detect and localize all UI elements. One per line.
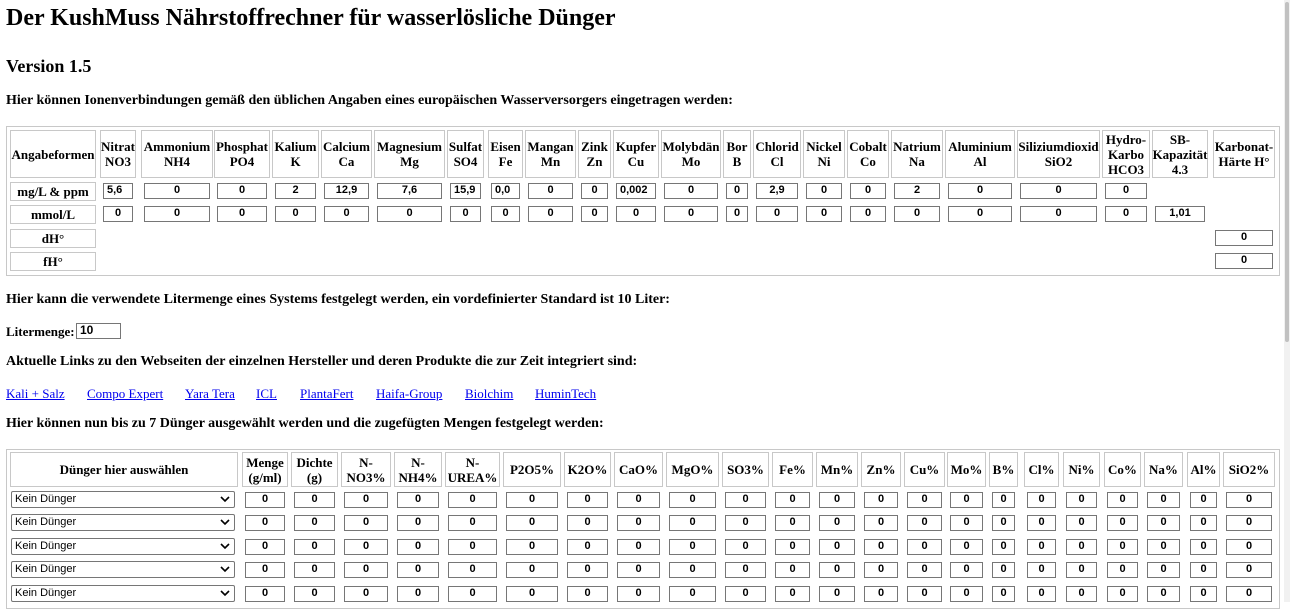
column-header-nitrat: Nitrat NO3	[100, 130, 136, 178]
water-value-input[interactable]: 1,01	[1155, 206, 1205, 222]
column-header-fe: Fe%	[772, 452, 813, 487]
column-header-k2o: K2O%	[564, 452, 611, 487]
water-value-input[interactable]: 0	[1020, 183, 1097, 199]
water-value-input[interactable]: 0	[726, 206, 748, 222]
water-value-input[interactable]: 0	[144, 206, 210, 222]
water-value-input[interactable]: 0	[806, 206, 842, 222]
column-header-natrium: Natrium Na	[891, 130, 943, 178]
water-value-input[interactable]: 5,6	[103, 183, 133, 199]
fertilizer-value-input[interactable]: 0	[344, 562, 388, 578]
fertilizer-value-input[interactable]: 0	[344, 539, 388, 555]
fertilizer-value-input[interactable]: 0	[617, 492, 660, 508]
water-value-input[interactable]: 2	[275, 183, 316, 199]
column-header-so3: SO3%	[722, 452, 769, 487]
fertilizer-value-input[interactable]: 0	[950, 539, 983, 555]
fertilizer-value-input[interactable]: 0	[775, 515, 810, 531]
fertilizer-value-input[interactable]: 0	[344, 492, 388, 508]
column-header-cl: Cl%	[1024, 452, 1059, 487]
fertilizer-value-input[interactable]: 0	[506, 539, 558, 555]
water-value-input[interactable]: 0	[217, 206, 267, 222]
column-header-cu: Cu%	[904, 452, 945, 487]
column-header-eisen: Eisen Fe	[488, 130, 523, 178]
fertilizer-value-input[interactable]: 0	[245, 539, 285, 555]
column-header-mn: Mn%	[816, 452, 858, 487]
column-header-ammonium: Ammonium NH4	[141, 130, 213, 178]
water-value-input[interactable]: 0,002	[616, 183, 656, 199]
fertilizer-value-input[interactable]: 0	[294, 562, 335, 578]
fertilizer-value-input[interactable]: 0	[907, 515, 942, 531]
water-value-input[interactable]: 0	[581, 183, 608, 199]
liter-input[interactable]: 10	[76, 323, 121, 339]
fertilizer-value-input[interactable]: 0	[992, 586, 1015, 602]
fertilizer-value-input[interactable]: 0	[1027, 515, 1056, 531]
column-header-mangan: Mangan Mn	[525, 130, 576, 178]
links-text: Aktuelle Links zu den Webseiten der einzelnen Hersteller und deren Produkte die zur Zeit integriert sind:	[6, 354, 638, 369]
fertilizer-value-input[interactable]: 0	[1190, 515, 1217, 531]
fertilizer-value-input[interactable]: 0	[448, 492, 497, 508]
column-header-nno3: N- NO3%	[341, 452, 391, 487]
fertilizer-select[interactable]	[11, 538, 235, 555]
fertilizer-value-input[interactable]: 0	[1107, 586, 1138, 602]
water-value-input[interactable]: 0	[948, 183, 1012, 199]
fertilizer-value-input[interactable]: 0	[1147, 539, 1180, 555]
fertilizer-value-input[interactable]: 0	[448, 586, 497, 602]
column-header-na: Na%	[1144, 452, 1183, 487]
fertilizer-value-input[interactable]: 0	[567, 539, 608, 555]
fertilizer-value-input[interactable]: 0	[1190, 539, 1217, 555]
fertilizer-value-input[interactable]: 0	[992, 515, 1015, 531]
fertilizer-value-input[interactable]: 0	[245, 492, 285, 508]
column-header-angabeformen: Angabeformen	[10, 130, 96, 178]
water-value-input[interactable]: 0	[324, 206, 369, 222]
fertilizer-value-input[interactable]: 0	[669, 586, 716, 602]
fertilizer-value-input[interactable]: 0	[992, 539, 1015, 555]
link-yara-tera[interactable]: Yara Tera	[185, 386, 235, 401]
fertilizer-value-input[interactable]: 0	[950, 562, 983, 578]
fertilizer-value-input[interactable]: 0	[669, 492, 716, 508]
chevron-down-icon	[219, 493, 231, 505]
fertilizer-value-input[interactable]: 0	[819, 515, 855, 531]
water-value-input[interactable]: 0	[528, 206, 573, 222]
column-header-calcium: Calcium Ca	[321, 130, 372, 178]
column-header-sb: SB- Kapazität 4.3	[1152, 131, 1208, 177]
fertilizer-value-input[interactable]: 0	[1027, 492, 1056, 508]
fertilizer-select-value: Kein Dünger	[15, 540, 77, 552]
fertilizer-value-input[interactable]: 0	[1147, 515, 1180, 531]
fertilizer-select-value: Kein Dünger	[15, 493, 77, 505]
column-header-sio2: SiO2%	[1223, 452, 1275, 487]
liter-text: Hier kann die verwendete Litermenge eines Systems festgelegt werden, ein vordefinierter Standard ist 10 Liter:	[6, 292, 670, 307]
fertilizer-value-input[interactable]: 0	[617, 586, 660, 602]
link-humintech[interactable]: HuminTech	[535, 386, 597, 401]
column-header-nurea: N- UREA%	[445, 452, 500, 487]
column-header-cobalt: Cobalt Co	[847, 130, 889, 178]
fertilizer-value-input[interactable]: 0	[907, 586, 942, 602]
water-value-input[interactable]: 0	[1020, 206, 1097, 222]
fertilizer-value-input[interactable]: 0	[725, 562, 766, 578]
column-header-mgo: MgO%	[666, 452, 719, 487]
fertilizer-value-input[interactable]: 0	[725, 492, 766, 508]
fertilizer-value-input[interactable]: 0	[1107, 562, 1138, 578]
fertilizer-value-input[interactable]: 0	[1066, 539, 1097, 555]
page-title: Der KushMuss Nährstoffrechner für wasserlösliche Dünger	[6, 5, 616, 31]
column-header-aluminium: Aluminium Al	[945, 130, 1015, 178]
water-value-input[interactable]: 0	[1105, 183, 1147, 199]
water-value-input[interactable]: 7,6	[377, 183, 442, 199]
water-value-input[interactable]: 0	[664, 206, 718, 222]
fertilizer-value-input[interactable]: 0	[245, 562, 285, 578]
water-value-input[interactable]: 0	[217, 183, 267, 199]
fertilizer-value-input[interactable]: 0	[617, 562, 660, 578]
water-value-input[interactable]: 0	[948, 206, 1012, 222]
fertilizer-value-input[interactable]: 0	[819, 562, 855, 578]
fertilizer-value-input[interactable]: 0	[1027, 586, 1056, 602]
fertilizer-value-input[interactable]: 0	[819, 492, 855, 508]
fertilizer-value-input[interactable]: 0	[1107, 539, 1138, 555]
fertilizer-value-input[interactable]: 0	[1226, 492, 1272, 508]
column-header-siliziumdioxid: Siliziumdioxid SiO2	[1017, 130, 1100, 178]
fertilizer-value-input[interactable]: 0	[567, 492, 608, 508]
fertilizer-value-input[interactable]: 0	[819, 586, 855, 602]
column-header-ni: Ni%	[1063, 452, 1100, 487]
fertilizer-value-input[interactable]: 0	[1226, 562, 1272, 578]
water-value-input[interactable]: 0,0	[491, 183, 520, 199]
page-scrollbar[interactable]	[1284, 0, 1290, 602]
fertilizer-value-input[interactable]: 0	[1226, 586, 1272, 602]
fertilizer-value-input[interactable]: 0	[669, 562, 716, 578]
fertilizer-value-input[interactable]: 0	[567, 586, 608, 602]
fertilizer-value-input[interactable]: 0	[992, 562, 1015, 578]
fertilizer-value-input[interactable]: 0	[344, 586, 388, 602]
column-header-zn: Zn%	[861, 452, 901, 487]
water-value-input[interactable]: 0	[1105, 206, 1147, 222]
fertilizer-value-input[interactable]: 0	[294, 539, 335, 555]
fertilizer-value-input[interactable]: 0	[1066, 492, 1097, 508]
fertilizer-select[interactable]	[11, 561, 235, 578]
row-label-mmol: mmol/L	[10, 205, 96, 224]
column-header-phosphat: Phosphat PO4	[214, 130, 270, 178]
fertilizer-select[interactable]	[11, 514, 235, 531]
water-value-input[interactable]: 0	[894, 206, 940, 222]
fertilizer-value-input[interactable]: 0	[1027, 539, 1056, 555]
column-header-sulfat: Sulfat SO4	[447, 130, 484, 178]
fertilizer-value-input[interactable]: 0	[567, 562, 608, 578]
column-header-co: Co%	[1104, 452, 1141, 487]
water-value-input[interactable]: 0	[275, 206, 316, 222]
fertilizer-value-input[interactable]: 0	[864, 539, 898, 555]
column-header-duenger-auswahl: Dünger hier auswählen	[10, 452, 238, 487]
water-value-input[interactable]: 0	[528, 183, 573, 199]
fertilizer-value-input[interactable]: 0	[1066, 562, 1097, 578]
fertilizer-value-input[interactable]: 0	[1027, 562, 1056, 578]
column-header-molybdän: Molybdän Mo	[661, 130, 721, 178]
fertilizer-value-input[interactable]: 0	[725, 586, 766, 602]
row-label-dh: dH°	[10, 229, 96, 248]
fertilizer-value-input[interactable]: 0	[725, 539, 766, 555]
fertilizer-value-input[interactable]: 0	[907, 562, 942, 578]
link-plantafert[interactable]: PlantaFert	[300, 386, 354, 401]
fertilizer-value-input[interactable]: 0	[245, 515, 285, 531]
fertilizer-value-input[interactable]: 0	[617, 539, 660, 555]
link-icl[interactable]: ICL	[256, 386, 277, 401]
chevron-down-icon	[219, 516, 231, 528]
fertilizer-value-input[interactable]: 0	[992, 492, 1015, 508]
fertilizer-value-input[interactable]: 0	[864, 492, 898, 508]
column-header-b: B%	[989, 452, 1018, 487]
fertilizer-value-input[interactable]: 0	[617, 515, 660, 531]
fertilizer-value-input[interactable]: 0	[1190, 562, 1217, 578]
fertilizer-value-input[interactable]: 0	[1066, 515, 1097, 531]
fertilizer-value-input[interactable]: 0	[864, 562, 898, 578]
fertilizer-value-input[interactable]: 0	[397, 539, 439, 555]
fertilizer-value-input[interactable]: 0	[775, 539, 810, 555]
fertilizer-value-input[interactable]: 0	[1147, 492, 1180, 508]
column-header-p2o5: P2O5%	[503, 452, 561, 487]
fertilizer-value-input[interactable]: 0	[1190, 492, 1217, 508]
fertilizer-select[interactable]	[11, 491, 235, 508]
fertilizer-select-value: Kein Dünger	[15, 587, 77, 599]
fertilizer-value-input[interactable]: 0	[506, 586, 558, 602]
link-compo-expert[interactable]: Compo Expert	[87, 386, 164, 401]
link-biolchim[interactable]: Biolchim	[465, 386, 514, 401]
water-value-input[interactable]: 12,9	[324, 183, 369, 199]
fertilizer-value-input[interactable]: 0	[397, 515, 439, 531]
water-value-input[interactable]: 0	[726, 183, 748, 199]
fertilizer-value-input[interactable]: 0	[819, 539, 855, 555]
fertilizer-value-input[interactable]: 0	[1226, 515, 1272, 531]
version-heading: Version 1.5	[6, 56, 92, 76]
fertilizer-value-input[interactable]: 0	[907, 539, 942, 555]
fertilizer-value-input[interactable]: 0	[669, 539, 716, 555]
fertilizer-value-input[interactable]: 0	[907, 492, 942, 508]
fertilizer-value-input[interactable]: 0	[775, 586, 810, 602]
fh-output: 0	[1215, 253, 1273, 269]
fertilizer-value-input[interactable]: 0	[950, 492, 983, 508]
water-value-input[interactable]: 0	[616, 206, 656, 222]
fertilizer-value-input[interactable]: 0	[1190, 586, 1217, 602]
fertilizer-value-input[interactable]: 0	[506, 562, 558, 578]
fertilizer-value-input[interactable]: 0	[864, 586, 898, 602]
fertilizer-value-input[interactable]: 0	[1107, 515, 1138, 531]
fertilizer-value-input[interactable]: 0	[397, 492, 439, 508]
link-haifa-group[interactable]: Haifa-Group	[376, 386, 443, 401]
column-header-nickel: Nickel Ni	[803, 130, 845, 178]
water-value-input[interactable]: 0	[581, 206, 608, 222]
fertilizer-value-input[interactable]: 0	[1066, 586, 1097, 602]
column-header-dichteg: Dichte (g)	[291, 452, 338, 487]
water-value-input[interactable]: 0	[491, 206, 520, 222]
water-value-input[interactable]: 0	[850, 183, 886, 199]
fertilizer-value-input[interactable]: 0	[397, 586, 439, 602]
chevron-down-icon	[219, 563, 231, 575]
fertilizer-value-input[interactable]: 0	[1107, 492, 1138, 508]
fertilizer-value-input[interactable]: 0	[245, 586, 285, 602]
water-value-input[interactable]: 15,9	[450, 183, 481, 199]
chevron-down-icon	[219, 540, 231, 552]
link-kali-salz[interactable]: Kali + Salz	[6, 386, 65, 401]
fertilizer-value-input[interactable]: 0	[397, 562, 439, 578]
fertilizer-value-input[interactable]: 0	[725, 515, 766, 531]
fertilizer-select-value: Kein Dünger	[15, 563, 77, 575]
water-value-input[interactable]: 0	[377, 206, 442, 222]
row-label-mg-ppm: mg/L & ppm	[10, 182, 96, 201]
fertilizer-value-input[interactable]: 0	[506, 492, 558, 508]
fertilizer-value-input[interactable]: 0	[1226, 539, 1272, 555]
intro-ions-text: Hier können Ionenverbindungen gemäß den üblichen Angaben eines europäischen Wasserversorgers eingetragen werden:	[6, 93, 733, 108]
column-header-kupfer: Kupfer Cu	[613, 130, 659, 178]
column-header-magnesium: Magnesium Mg	[374, 130, 445, 178]
fertilizer-value-input[interactable]: 0	[669, 515, 716, 531]
fertilizer-text: Hier können nun bis zu 7 Dünger ausgewählt werden und die zugefügten Mengen festgelegt werden:	[6, 416, 604, 431]
dh-output: 0	[1215, 230, 1273, 246]
fertilizer-value-input[interactable]: 0	[1147, 562, 1180, 578]
liter-label: Litermenge:	[6, 324, 75, 339]
fertilizer-value-input[interactable]: 0	[950, 515, 983, 531]
water-value-input[interactable]: 0	[450, 206, 481, 222]
column-header-karbonat: Karbonat- Härte H°	[1213, 130, 1275, 178]
column-header-nnh4: N- NH4%	[394, 452, 442, 487]
fertilizer-value-input[interactable]: 0	[506, 515, 558, 531]
water-value-input[interactable]: 2	[894, 183, 940, 199]
fertilizer-value-input[interactable]: 0	[775, 562, 810, 578]
fertilizer-value-input[interactable]: 0	[448, 539, 497, 555]
fertilizer-select[interactable]	[11, 585, 235, 602]
column-header-zink: Zink Zn	[578, 130, 611, 178]
column-header-kalium: Kalium K	[272, 130, 319, 178]
water-value-input[interactable]: 0	[664, 183, 718, 199]
fertilizer-value-input[interactable]: 0	[294, 492, 335, 508]
row-label-fh: fH°	[10, 252, 96, 271]
chevron-down-icon	[219, 587, 231, 599]
fertilizer-value-input[interactable]: 0	[294, 515, 335, 531]
fertilizer-value-input[interactable]: 0	[775, 492, 810, 508]
column-header-mo: Mo%	[947, 452, 986, 487]
column-header-chlorid: Chlorid Cl	[753, 130, 801, 178]
fertilizer-value-input[interactable]: 0	[448, 515, 497, 531]
water-value-input[interactable]: 0	[144, 183, 210, 199]
fertilizer-value-input[interactable]: 0	[448, 562, 497, 578]
fertilizer-select-value: Kein Dünger	[15, 516, 77, 528]
fertilizer-value-input[interactable]: 0	[864, 515, 898, 531]
column-header-hydro: Hydro- Karbo HCO3	[1102, 130, 1150, 178]
water-value-input[interactable]: 0	[806, 183, 842, 199]
scrollbar-thumb[interactable]	[1285, 2, 1289, 342]
fertilizer-value-input[interactable]: 0	[1147, 586, 1180, 602]
column-header-cao: CaO%	[614, 452, 663, 487]
water-value-input[interactable]: 0	[756, 206, 798, 222]
water-value-input[interactable]: 0	[850, 206, 886, 222]
fertilizer-value-input[interactable]: 0	[950, 586, 983, 602]
fertilizer-value-input[interactable]: 0	[567, 515, 608, 531]
water-value-input[interactable]: 2,9	[756, 183, 798, 199]
column-header-mengegml: Menge (g/ml)	[242, 452, 288, 487]
column-header-bor: Bor B	[723, 130, 751, 178]
column-header-al: Al%	[1187, 452, 1220, 487]
fertilizer-value-input[interactable]: 0	[344, 515, 388, 531]
fertilizer-value-input[interactable]: 0	[294, 586, 335, 602]
water-value-input[interactable]: 0	[103, 206, 133, 222]
